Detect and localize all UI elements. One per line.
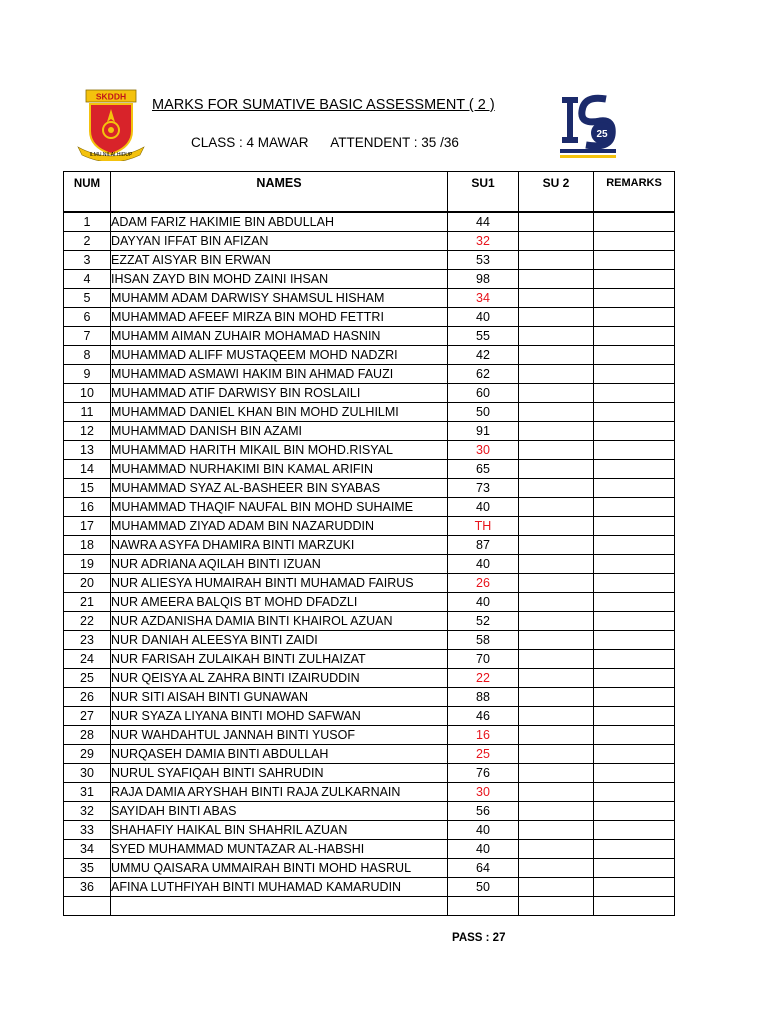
blank-cell [594, 897, 675, 916]
row-su2 [519, 631, 594, 650]
row-name: MUHAMM ADAM DARWISY SHAMSUL HISHAM [111, 289, 448, 308]
school-crest-logo [76, 89, 146, 161]
row-num: 8 [64, 346, 111, 365]
row-num: 12 [64, 422, 111, 441]
row-num: 25 [64, 669, 111, 688]
row-su1: 70 [448, 650, 519, 669]
row-su2 [519, 251, 594, 270]
row-num: 29 [64, 745, 111, 764]
row-su2 [519, 232, 594, 251]
blank-cell [64, 897, 111, 916]
table-row [64, 441, 675, 460]
document-title: MARKS FOR SUMATIVE BASIC ASSESSMENT ( 2 ) [152, 97, 495, 113]
table-row [64, 289, 675, 308]
row-remarks [594, 612, 675, 631]
row-name: MUHAMM AIMAN ZUHAIR MOHAMAD HASNIN [111, 327, 448, 346]
svg-text:SKDDH: SKDDH [95, 91, 127, 102]
row-su2 [519, 498, 594, 517]
row-remarks [594, 403, 675, 422]
table-row [64, 707, 675, 726]
row-name: NUR FARISAH ZULAIKAH BINTI ZULHAIZAT [111, 650, 448, 669]
row-su1: 30 [448, 441, 519, 460]
table-row-blank [64, 897, 675, 916]
row-name: MUHAMMAD AFEEF MIRZA BIN MOHD FETTRI [111, 308, 448, 327]
row-remarks [594, 308, 675, 327]
row-num: 31 [64, 783, 111, 802]
table-row [64, 878, 675, 897]
row-remarks [594, 859, 675, 878]
row-su1: TH [448, 517, 519, 536]
row-name: SAYIDAH BINTI ABAS [111, 802, 448, 821]
row-su1: 98 [448, 270, 519, 289]
row-su1: 76 [448, 764, 519, 783]
row-num: 24 [64, 650, 111, 669]
row-su1: 30 [448, 783, 519, 802]
row-su2 [519, 707, 594, 726]
row-num: 15 [64, 479, 111, 498]
row-remarks [594, 232, 675, 251]
row-remarks [594, 840, 675, 859]
column-header-su2: SU 2 [519, 172, 594, 213]
row-num: 20 [64, 574, 111, 593]
row-num: 14 [64, 460, 111, 479]
row-num: 2 [64, 232, 111, 251]
table-row [64, 346, 675, 365]
row-name: IHSAN ZAYD BIN MOHD ZAINI IHSAN [111, 270, 448, 289]
row-remarks [594, 669, 675, 688]
row-su1: 87 [448, 536, 519, 555]
table-row [64, 365, 675, 384]
row-remarks [594, 479, 675, 498]
row-num: 9 [64, 365, 111, 384]
row-su2 [519, 840, 594, 859]
row-su2 [519, 308, 594, 327]
row-name: NUR WAHDAHTUL JANNAH BINTI YUSOF [111, 726, 448, 745]
row-name: MUHAMMAD ALIFF MUSTAQEEM MOHD NADZRI [111, 346, 448, 365]
row-num: 13 [64, 441, 111, 460]
row-remarks [594, 783, 675, 802]
row-name: NURUL SYAFIQAH BINTI SAHRUDIN [111, 764, 448, 783]
row-su1: 52 [448, 612, 519, 631]
row-su2 [519, 783, 594, 802]
row-su2 [519, 878, 594, 897]
row-su2 [519, 365, 594, 384]
row-remarks [594, 212, 675, 232]
table-row [64, 840, 675, 859]
row-su1: 40 [448, 308, 519, 327]
row-su1: 40 [448, 840, 519, 859]
row-num: 19 [64, 555, 111, 574]
row-su2 [519, 688, 594, 707]
blank-cell [519, 897, 594, 916]
table-row [64, 460, 675, 479]
row-su2 [519, 212, 594, 232]
row-remarks [594, 802, 675, 821]
table-row [64, 270, 675, 289]
row-name: EZZAT AISYAR BIN ERWAN [111, 251, 448, 270]
row-su1: 56 [448, 802, 519, 821]
row-name: NUR QEISYA AL ZAHRA BINTI IZAIRUDDIN [111, 669, 448, 688]
row-remarks [594, 726, 675, 745]
row-num: 5 [64, 289, 111, 308]
row-su2 [519, 764, 594, 783]
row-name: AFINA LUTHFIYAH BINTI MUHAMAD KAMARUDIN [111, 878, 448, 897]
row-su2 [519, 593, 594, 612]
row-su1: 22 [448, 669, 519, 688]
row-su2 [519, 327, 594, 346]
row-num: 28 [64, 726, 111, 745]
row-su1: 34 [448, 289, 519, 308]
table-row [64, 251, 675, 270]
row-su2 [519, 574, 594, 593]
row-remarks [594, 593, 675, 612]
row-su1: 65 [448, 460, 519, 479]
row-remarks [594, 498, 675, 517]
row-name: ADAM FARIZ HAKIMIE BIN ABDULLAH [111, 212, 448, 232]
table-row [64, 212, 675, 232]
row-su2 [519, 441, 594, 460]
row-num: 4 [64, 270, 111, 289]
marks-table [63, 171, 675, 916]
row-name: RAJA DAMIA ARYSHAH BINTI RAJA ZULKARNAIN [111, 783, 448, 802]
row-name: NURQASEH DAMIA BINTI ABDULLAH [111, 745, 448, 764]
row-su2 [519, 422, 594, 441]
row-name: NUR AZDANISHA DAMIA BINTI KHAIROL AZUAN [111, 612, 448, 631]
table-row [64, 650, 675, 669]
table-row [64, 726, 675, 745]
row-remarks [594, 270, 675, 289]
row-num: 33 [64, 821, 111, 840]
table-row [64, 688, 675, 707]
row-num: 17 [64, 517, 111, 536]
row-name: MUHAMMAD ZIYAD ADAM BIN NAZARUDDIN [111, 517, 448, 536]
row-su1: 73 [448, 479, 519, 498]
row-su2 [519, 650, 594, 669]
row-num: 34 [64, 840, 111, 859]
row-su2 [519, 612, 594, 631]
row-su1: 58 [448, 631, 519, 650]
row-name: MUHAMMAD ASMAWI HAKIM BIN AHMAD FAUZI [111, 365, 448, 384]
row-name: MUHAMMAD THAQIF NAUFAL BIN MOHD SUHAIME [111, 498, 448, 517]
row-su1: 50 [448, 878, 519, 897]
row-num: 10 [64, 384, 111, 403]
table-row [64, 745, 675, 764]
row-num: 23 [64, 631, 111, 650]
svg-text:25: 25 [596, 129, 608, 140]
class-info-line [191, 135, 459, 150]
row-name: MUHAMMAD HARITH MIKAIL BIN MOHD.RISYAL [111, 441, 448, 460]
row-name: NUR ADRIANA AQILAH BINTI IZUAN [111, 555, 448, 574]
table-row [64, 422, 675, 441]
row-num: 32 [64, 802, 111, 821]
row-name: NAWRA ASYFA DHAMIRA BINTI MARZUKI [111, 536, 448, 555]
row-name: DAYYAN IFFAT BIN AFIZAN [111, 232, 448, 251]
table-row [64, 232, 675, 251]
table-row [64, 859, 675, 878]
row-remarks [594, 460, 675, 479]
row-su2 [519, 555, 594, 574]
row-su2 [519, 517, 594, 536]
row-num: 11 [64, 403, 111, 422]
table-row [64, 802, 675, 821]
row-su1: 44 [448, 212, 519, 232]
pbd-25-emblem-logo [556, 91, 620, 163]
row-su1: 26 [448, 574, 519, 593]
row-remarks [594, 574, 675, 593]
row-remarks [594, 384, 675, 403]
row-su2 [519, 536, 594, 555]
row-num: 26 [64, 688, 111, 707]
row-su1: 88 [448, 688, 519, 707]
row-num: 21 [64, 593, 111, 612]
row-remarks [594, 422, 675, 441]
row-name: MUHAMMAD NURHAKIMI BIN KAMAL ARIFIN [111, 460, 448, 479]
row-num: 22 [64, 612, 111, 631]
table-row [64, 631, 675, 650]
row-name: NUR SYAZA LIYANA BINTI MOHD SAFWAN [111, 707, 448, 726]
table-row [64, 764, 675, 783]
table-row [64, 479, 675, 498]
row-su2 [519, 289, 594, 308]
row-su1: 42 [448, 346, 519, 365]
row-remarks [594, 631, 675, 650]
row-remarks [594, 365, 675, 384]
row-name: NUR AMEERA BALQIS BT MOHD DFADZLI [111, 593, 448, 612]
table-row [64, 327, 675, 346]
row-name: SYED MUHAMMAD MUNTAZAR AL-HABSHI [111, 840, 448, 859]
table-row [64, 384, 675, 403]
table-row [64, 536, 675, 555]
row-su1: 25 [448, 745, 519, 764]
row-su2 [519, 460, 594, 479]
row-num: 18 [64, 536, 111, 555]
row-remarks [594, 878, 675, 897]
row-name: MUHAMMAD DANIEL KHAN BIN MOHD ZULHILMI [111, 403, 448, 422]
row-su2 [519, 821, 594, 840]
class-label: CLASS : 4 MAWAR [191, 135, 309, 150]
row-name: NUR ALIESYA HUMAIRAH BINTI MUHAMAD FAIRUS [111, 574, 448, 593]
row-su2 [519, 479, 594, 498]
row-su1: 40 [448, 593, 519, 612]
row-su1: 40 [448, 555, 519, 574]
row-name: NUR SITI AISAH BINTI GUNAWAN [111, 688, 448, 707]
table-row [64, 498, 675, 517]
row-remarks [594, 536, 675, 555]
row-name: MUHAMMAD ATIF DARWISY BIN ROSLAILI [111, 384, 448, 403]
row-remarks [594, 650, 675, 669]
table-row [64, 593, 675, 612]
row-su2 [519, 669, 594, 688]
column-header-remarks: REMARKS [594, 172, 675, 213]
row-num: 36 [64, 878, 111, 897]
row-remarks [594, 327, 675, 346]
row-num: 35 [64, 859, 111, 878]
row-su2 [519, 384, 594, 403]
row-su2 [519, 859, 594, 878]
table-row [64, 821, 675, 840]
row-su1: 40 [448, 498, 519, 517]
svg-text:ILMU NILAI HIDUP: ILMU NILAI HIDUP [89, 152, 133, 158]
row-su2 [519, 802, 594, 821]
row-su1: 50 [448, 403, 519, 422]
row-su2 [519, 726, 594, 745]
table-row [64, 669, 675, 688]
row-name: SHAHAFIY HAIKAL BIN SHAHRIL AZUAN [111, 821, 448, 840]
row-su1: 60 [448, 384, 519, 403]
row-remarks [594, 688, 675, 707]
table-row [64, 403, 675, 422]
table-row [64, 783, 675, 802]
row-num: 6 [64, 308, 111, 327]
column-header-su1: SU1 [448, 172, 519, 213]
row-su1: 64 [448, 859, 519, 878]
column-header-num: NUM [64, 172, 111, 213]
row-su1: 46 [448, 707, 519, 726]
row-su1: 62 [448, 365, 519, 384]
column-header-names: NAMES [111, 172, 448, 213]
table-row [64, 308, 675, 327]
table-row [64, 517, 675, 536]
pass-count: PASS : 27 [452, 932, 506, 944]
row-remarks [594, 346, 675, 365]
row-name: MUHAMMAD SYAZ AL-BASHEER BIN SYABAS [111, 479, 448, 498]
row-remarks [594, 517, 675, 536]
row-remarks [594, 555, 675, 574]
attendance-label: ATTENDENT : 35 /36 [330, 135, 459, 150]
blank-cell [448, 897, 519, 916]
row-su1: 91 [448, 422, 519, 441]
row-num: 1 [64, 212, 111, 232]
row-su1: 55 [448, 327, 519, 346]
row-su1: 16 [448, 726, 519, 745]
row-su1: 53 [448, 251, 519, 270]
table-row [64, 555, 675, 574]
table-row [64, 574, 675, 593]
row-remarks [594, 251, 675, 270]
row-name: UMMU QAISARA UMMAIRAH BINTI MOHD HASRUL [111, 859, 448, 878]
row-name: MUHAMMAD DANISH BIN AZAMI [111, 422, 448, 441]
table-header-row [64, 172, 675, 213]
row-remarks [594, 441, 675, 460]
row-remarks [594, 745, 675, 764]
row-remarks [594, 764, 675, 783]
row-remarks [594, 821, 675, 840]
row-su2 [519, 346, 594, 365]
row-num: 30 [64, 764, 111, 783]
table-row [64, 612, 675, 631]
row-su1: 32 [448, 232, 519, 251]
row-su2 [519, 403, 594, 422]
row-num: 16 [64, 498, 111, 517]
row-name: NUR DANIAH ALEESYA BINTI ZAIDI [111, 631, 448, 650]
row-num: 3 [64, 251, 111, 270]
row-su1: 40 [448, 821, 519, 840]
row-su2 [519, 745, 594, 764]
row-num: 27 [64, 707, 111, 726]
row-remarks [594, 707, 675, 726]
row-su2 [519, 270, 594, 289]
blank-cell [111, 897, 448, 916]
row-num: 7 [64, 327, 111, 346]
row-remarks [594, 289, 675, 308]
